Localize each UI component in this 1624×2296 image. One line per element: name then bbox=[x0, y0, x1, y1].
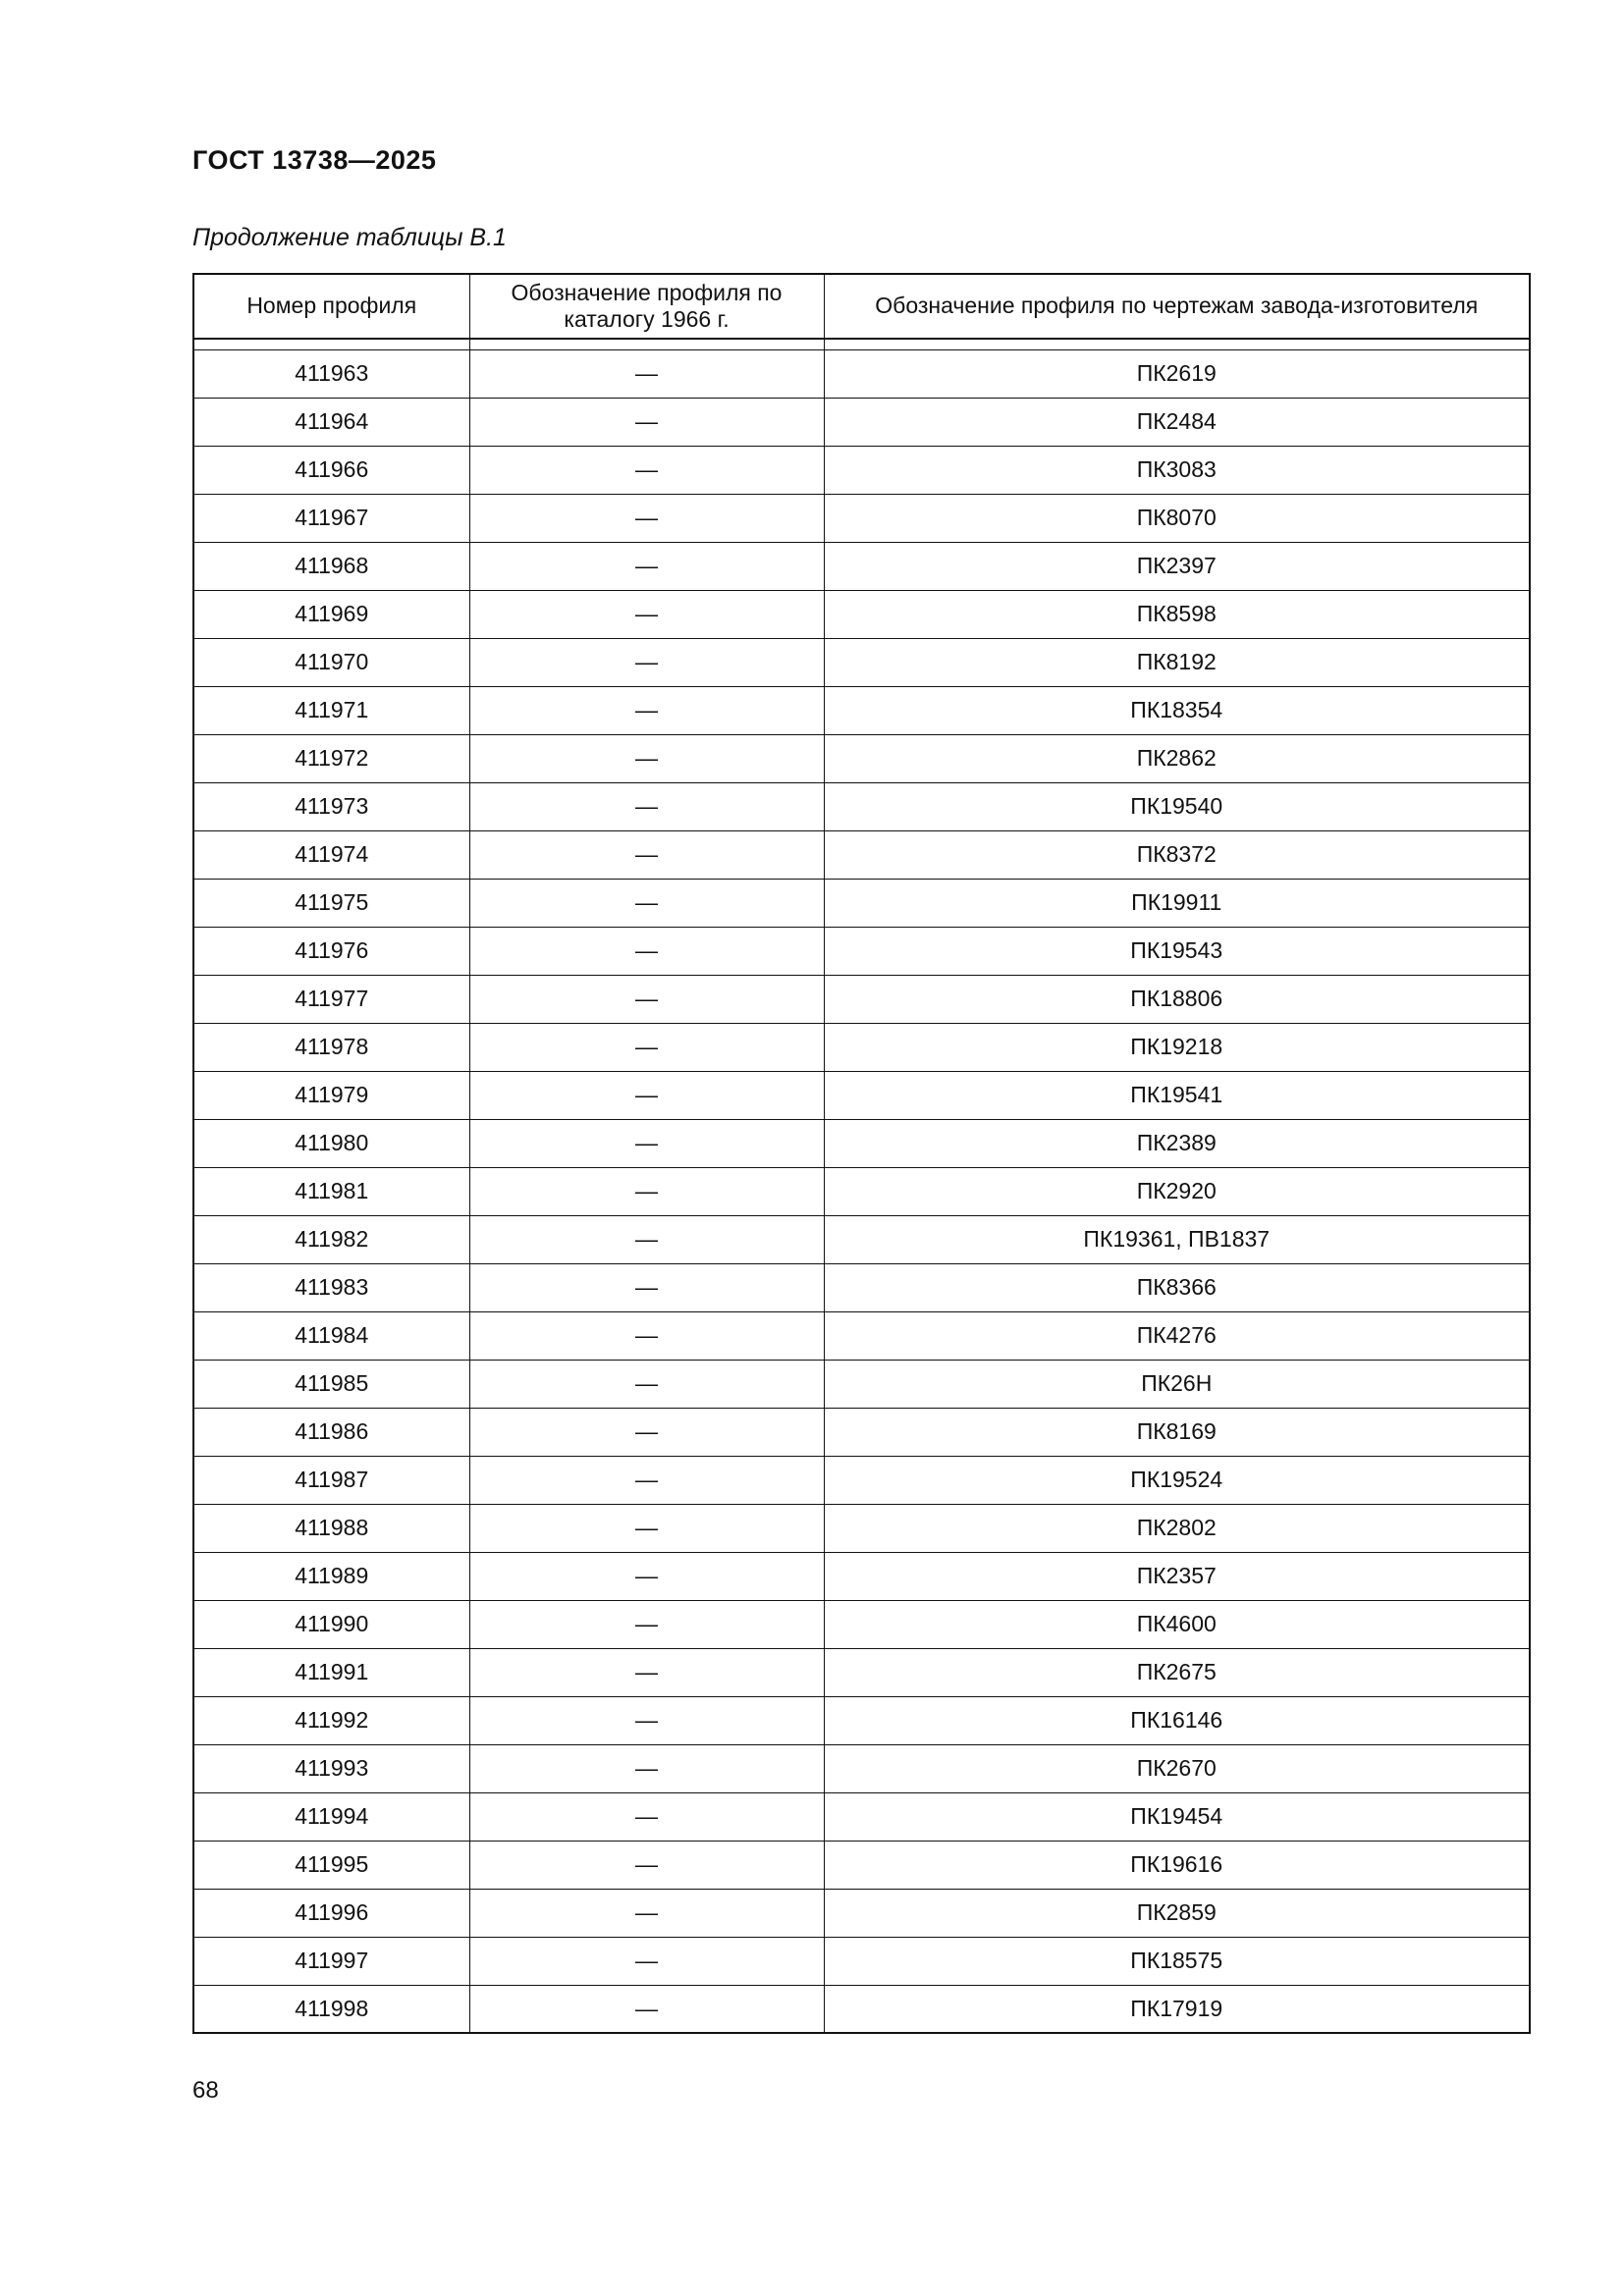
cell-profile-number: 411971 bbox=[193, 686, 469, 734]
table-row bbox=[193, 1311, 1530, 1360]
cell-profile-number: 411992 bbox=[193, 1696, 469, 1744]
cell-factory-designation: ПК19543 bbox=[824, 927, 1530, 975]
cell-catalog-designation: — bbox=[469, 1841, 824, 1889]
cell-factory-designation: ПК19524 bbox=[824, 1456, 1530, 1504]
table-row bbox=[193, 1648, 1530, 1696]
table-row bbox=[193, 494, 1530, 542]
table-row bbox=[193, 1119, 1530, 1167]
cell-profile-number: 411973 bbox=[193, 782, 469, 830]
table-row bbox=[193, 398, 1530, 446]
table-row bbox=[193, 1023, 1530, 1071]
spacer-cell bbox=[193, 339, 469, 349]
cell-profile-number: 411991 bbox=[193, 1648, 469, 1696]
cell-factory-designation: ПК2397 bbox=[824, 542, 1530, 590]
cell-factory-designation: ПК19361, ПВ1837 bbox=[824, 1215, 1530, 1263]
table-header bbox=[193, 274, 1530, 339]
table-row bbox=[193, 782, 1530, 830]
column-header-profile-number: Номер профиля bbox=[193, 274, 469, 339]
table-row bbox=[193, 1985, 1530, 2033]
cell-factory-designation: ПК2484 bbox=[824, 398, 1530, 446]
cell-factory-designation: ПК19218 bbox=[824, 1023, 1530, 1071]
cell-profile-number: 411983 bbox=[193, 1263, 469, 1311]
cell-profile-number: 411987 bbox=[193, 1456, 469, 1504]
cell-catalog-designation: — bbox=[469, 1215, 824, 1263]
cell-profile-number: 411982 bbox=[193, 1215, 469, 1263]
table-row bbox=[193, 686, 1530, 734]
cell-factory-designation: ПК2675 bbox=[824, 1648, 1530, 1696]
table-row bbox=[193, 1360, 1530, 1408]
cell-catalog-designation: — bbox=[469, 638, 824, 686]
cell-catalog-designation: — bbox=[469, 1648, 824, 1696]
spacer-cell bbox=[824, 339, 1530, 349]
column-header-factory-designation: Обозначение профиля по чертежам завода-изготовителя bbox=[824, 274, 1530, 339]
cell-catalog-designation: — bbox=[469, 1360, 824, 1408]
cell-factory-designation: ПК19540 bbox=[824, 782, 1530, 830]
table-row bbox=[193, 446, 1530, 494]
cell-factory-designation: ПК2802 bbox=[824, 1504, 1530, 1552]
table-row bbox=[193, 349, 1530, 398]
cell-profile-number: 411968 bbox=[193, 542, 469, 590]
table-row bbox=[193, 734, 1530, 782]
cell-factory-designation: ПК2670 bbox=[824, 1744, 1530, 1792]
cell-factory-designation: ПК4600 bbox=[824, 1600, 1530, 1648]
cell-profile-number: 411986 bbox=[193, 1408, 469, 1456]
cell-catalog-designation: — bbox=[469, 1167, 824, 1215]
table-row bbox=[193, 1263, 1530, 1311]
cell-factory-designation: ПК2389 bbox=[824, 1119, 1530, 1167]
cell-catalog-designation: — bbox=[469, 1023, 824, 1071]
cell-factory-designation: ПК18575 bbox=[824, 1937, 1530, 1985]
cell-factory-designation: ПК2920 bbox=[824, 1167, 1530, 1215]
table-row bbox=[193, 542, 1530, 590]
cell-catalog-designation: — bbox=[469, 782, 824, 830]
cell-catalog-designation: — bbox=[469, 1600, 824, 1648]
cell-factory-designation: ПК2862 bbox=[824, 734, 1530, 782]
cell-catalog-designation: — bbox=[469, 1119, 824, 1167]
cell-factory-designation: ПК8366 bbox=[824, 1263, 1530, 1311]
cell-profile-number: 411979 bbox=[193, 1071, 469, 1119]
cell-catalog-designation: — bbox=[469, 1552, 824, 1600]
cell-catalog-designation: — bbox=[469, 1263, 824, 1311]
cell-catalog-designation: — bbox=[469, 1792, 824, 1841]
cell-factory-designation: ПК18354 bbox=[824, 686, 1530, 734]
cell-catalog-designation: — bbox=[469, 1456, 824, 1504]
cell-factory-designation: ПК8070 bbox=[824, 494, 1530, 542]
cell-profile-number: 411970 bbox=[193, 638, 469, 686]
cell-profile-number: 411998 bbox=[193, 1985, 469, 2033]
table-row bbox=[193, 1408, 1530, 1456]
cell-factory-designation: ПК18806 bbox=[824, 975, 1530, 1023]
cell-profile-number: 411989 bbox=[193, 1552, 469, 1600]
cell-factory-designation: ПК26Н bbox=[824, 1360, 1530, 1408]
table-row bbox=[193, 590, 1530, 638]
cell-factory-designation: ПК17919 bbox=[824, 1985, 1530, 2033]
cell-catalog-designation: — bbox=[469, 879, 824, 927]
table-body bbox=[193, 339, 1530, 2033]
cell-profile-number: 411964 bbox=[193, 398, 469, 446]
table-header-row bbox=[193, 274, 1530, 339]
cell-profile-number: 411967 bbox=[193, 494, 469, 542]
cell-factory-designation: ПК16146 bbox=[824, 1696, 1530, 1744]
cell-factory-designation: ПК2859 bbox=[824, 1889, 1530, 1937]
document-title: ГОСТ 13738—2025 bbox=[192, 145, 437, 175]
cell-profile-number: 411993 bbox=[193, 1744, 469, 1792]
cell-profile-number: 411972 bbox=[193, 734, 469, 782]
cell-catalog-designation: — bbox=[469, 975, 824, 1023]
column-header-catalog-designation: Обозначение профиля по каталогу 1966 г. bbox=[469, 274, 824, 339]
table-row bbox=[193, 1071, 1530, 1119]
table-row bbox=[193, 1744, 1530, 1792]
cell-catalog-designation: — bbox=[469, 1504, 824, 1552]
cell-profile-number: 411963 bbox=[193, 349, 469, 398]
table-row bbox=[193, 927, 1530, 975]
cell-catalog-designation: — bbox=[469, 494, 824, 542]
cell-profile-number: 411988 bbox=[193, 1504, 469, 1552]
cell-factory-designation: ПК19616 bbox=[824, 1841, 1530, 1889]
cell-profile-number: 411995 bbox=[193, 1841, 469, 1889]
cell-profile-number: 411990 bbox=[193, 1600, 469, 1648]
cell-profile-number: 411976 bbox=[193, 927, 469, 975]
table-row bbox=[193, 879, 1530, 927]
profiles-table bbox=[192, 273, 1531, 2034]
table-row bbox=[193, 1552, 1530, 1600]
cell-catalog-designation: — bbox=[469, 927, 824, 975]
cell-catalog-designation: — bbox=[469, 1985, 824, 2033]
table-row bbox=[193, 1600, 1530, 1648]
table-row bbox=[193, 975, 1530, 1023]
table-row bbox=[193, 1215, 1530, 1263]
cell-profile-number: 411974 bbox=[193, 830, 469, 879]
table-row bbox=[193, 830, 1530, 879]
cell-catalog-designation: — bbox=[469, 734, 824, 782]
table-row bbox=[193, 1167, 1530, 1215]
cell-catalog-designation: — bbox=[469, 1744, 824, 1792]
cell-factory-designation: ПК8192 bbox=[824, 638, 1530, 686]
cell-factory-designation: ПК4276 bbox=[824, 1311, 1530, 1360]
cell-factory-designation: ПК8169 bbox=[824, 1408, 1530, 1456]
table-caption: Продолжение таблицы В.1 bbox=[192, 224, 507, 251]
cell-profile-number: 411984 bbox=[193, 1311, 469, 1360]
cell-factory-designation: ПК2619 bbox=[824, 349, 1530, 398]
cell-profile-number: 411981 bbox=[193, 1167, 469, 1215]
cell-factory-designation: ПК8598 bbox=[824, 590, 1530, 638]
table-spacer-row bbox=[193, 339, 1530, 349]
cell-profile-number: 411985 bbox=[193, 1360, 469, 1408]
cell-catalog-designation: — bbox=[469, 1889, 824, 1937]
cell-factory-designation: ПК19911 bbox=[824, 879, 1530, 927]
cell-profile-number: 411980 bbox=[193, 1119, 469, 1167]
cell-profile-number: 411978 bbox=[193, 1023, 469, 1071]
cell-catalog-designation: — bbox=[469, 398, 824, 446]
cell-catalog-designation: — bbox=[469, 590, 824, 638]
cell-factory-designation: ПК3083 bbox=[824, 446, 1530, 494]
cell-catalog-designation: — bbox=[469, 830, 824, 879]
cell-catalog-designation: — bbox=[469, 349, 824, 398]
cell-catalog-designation: — bbox=[469, 446, 824, 494]
cell-profile-number: 411994 bbox=[193, 1792, 469, 1841]
cell-catalog-designation: — bbox=[469, 1937, 824, 1985]
cell-catalog-designation: — bbox=[469, 686, 824, 734]
table-row bbox=[193, 1792, 1530, 1841]
cell-factory-designation: ПК19454 bbox=[824, 1792, 1530, 1841]
spacer-cell bbox=[469, 339, 824, 349]
cell-factory-designation: ПК8372 bbox=[824, 830, 1530, 879]
cell-catalog-designation: — bbox=[469, 1071, 824, 1119]
cell-catalog-designation: — bbox=[469, 1696, 824, 1744]
table-row bbox=[193, 1504, 1530, 1552]
page-number: 68 bbox=[192, 2077, 219, 2104]
table-row bbox=[193, 638, 1530, 686]
cell-factory-designation: ПК2357 bbox=[824, 1552, 1530, 1600]
cell-profile-number: 411997 bbox=[193, 1937, 469, 1985]
cell-factory-designation: ПК19541 bbox=[824, 1071, 1530, 1119]
cell-catalog-designation: — bbox=[469, 542, 824, 590]
table-row bbox=[193, 1696, 1530, 1744]
table-row bbox=[193, 1937, 1530, 1985]
cell-profile-number: 411966 bbox=[193, 446, 469, 494]
cell-catalog-designation: — bbox=[469, 1408, 824, 1456]
table-row bbox=[193, 1889, 1530, 1937]
table-row bbox=[193, 1456, 1530, 1504]
table-row bbox=[193, 1841, 1530, 1889]
cell-profile-number: 411975 bbox=[193, 879, 469, 927]
cell-profile-number: 411996 bbox=[193, 1889, 469, 1937]
cell-profile-number: 411977 bbox=[193, 975, 469, 1023]
cell-profile-number: 411969 bbox=[193, 590, 469, 638]
cell-catalog-designation: — bbox=[469, 1311, 824, 1360]
